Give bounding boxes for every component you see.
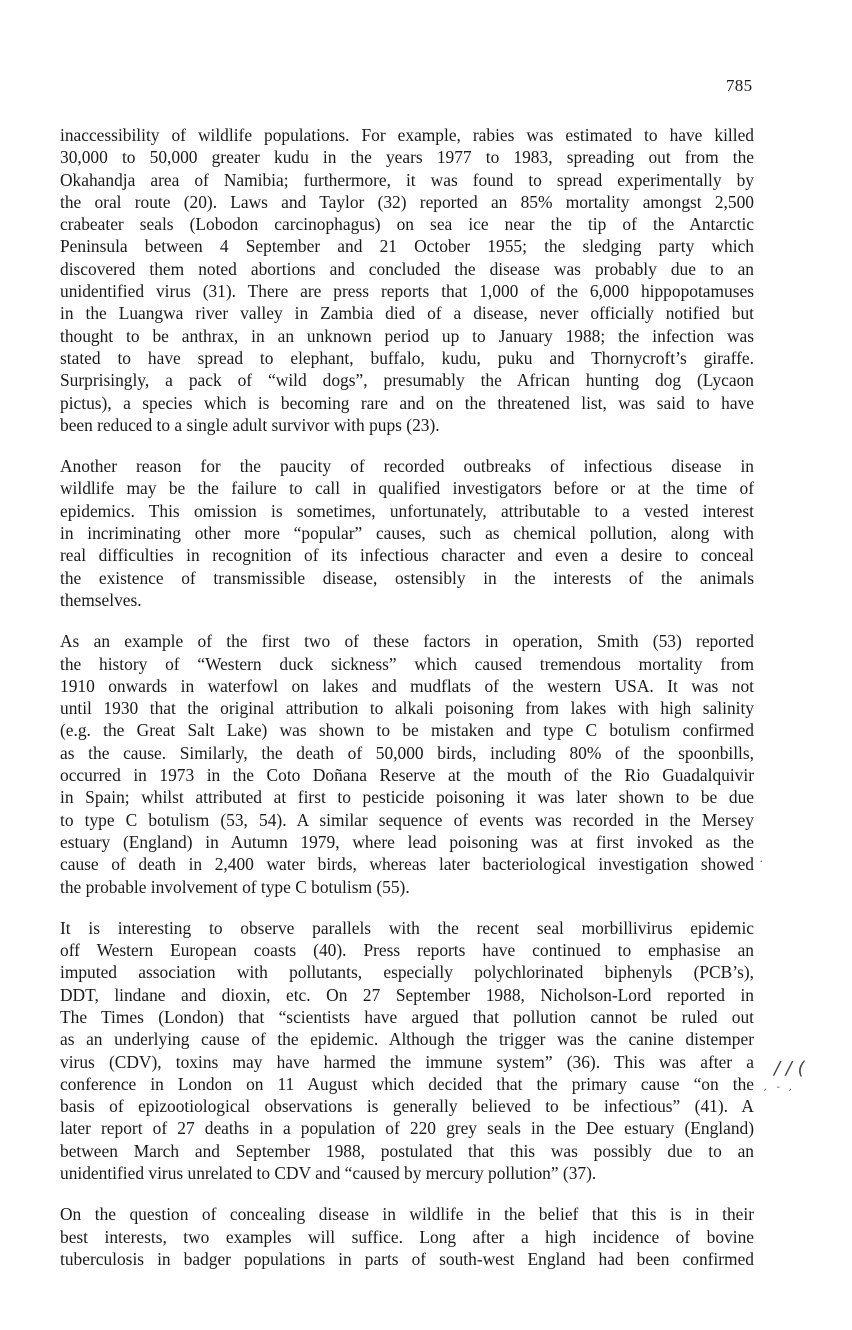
- text-line: the probable involvement of type C botulism (55).: [60, 876, 410, 897]
- text-line: (e.g. the Great Salt Lake) was shown to be mistaken and type C botulism confirmed: [60, 720, 754, 741]
- handwritten-margin-mark: .: [760, 854, 764, 865]
- text-line: in the Luangwa river valley in Zambia died of a disease, never officially notified but: [60, 303, 754, 324]
- text-line: pictus), a species which is becoming rare and on the threatened list, was said to have: [60, 392, 754, 413]
- text-line: Surprisingly, a pack of “wild dogs”, presumably the African hunting dog (Lycaon: [60, 370, 754, 391]
- paragraph-3: [60, 630, 754, 898]
- text-line: 1910 onwards in waterfowl on lakes and mudflats of the western USA. It was not: [60, 675, 754, 696]
- paragraph-1: [60, 124, 754, 436]
- text-line: the existence of transmissible disease, ostensibly in the interests of the animals: [60, 567, 754, 588]
- text-line: wildlife may be the failure to call in qualified investigators before or at the time of: [60, 478, 754, 499]
- text-line: estuary (England) in Autumn 1979, where lead poisoning was at first invoked as the: [60, 831, 754, 852]
- text-line: Another reason for the paucity of recorded outbreaks of infectious disease in: [60, 456, 754, 477]
- handwritten-margin-mark: , - ,: [764, 1082, 796, 1093]
- text-line: later report of 27 deaths in a population of 220 grey seals in the Dee estuary (England): [60, 1118, 754, 1139]
- text-line: inaccessibility of wildlife populations. For example, rabies was estimated to have killed: [60, 125, 754, 145]
- text-line: occurred in 1973 in the Coto Doñana Reserve at the mouth of the Rio Guadalquivir: [60, 765, 754, 786]
- text-line: tuberculosis in badger populations in parts of south-west England had been confirmed: [60, 1248, 754, 1269]
- paragraph-2: [60, 455, 754, 611]
- text-line: between March and September 1988, postulated that this was possibly due to an: [60, 1140, 754, 1161]
- text-line: imputed association with pollutants, especially polychlorinated biphenyls (PCB’s),: [60, 962, 754, 983]
- text-line: unidentified virus unrelated to CDV and “caused by mercury pollution” (37).: [60, 1163, 597, 1184]
- text-line: epidemics. This omission is sometimes, unfortunately, attributable to a vested interest: [60, 500, 754, 521]
- handwritten-margin-mark: / / (: [774, 1058, 805, 1079]
- text-line: Okahandja area of Namibia; furthermore, it was found to spread experimentally by: [60, 169, 754, 190]
- text-line: real difficulties in recognition of its infectious character and even a desire to conceal: [60, 545, 754, 566]
- text-line: until 1930 that the original attribution to alkali poisoning from lakes with high salinity: [60, 698, 754, 719]
- text-line: crabeater seals (Lobodon carcinophagus) on sea ice near the tip of the Antarctic: [60, 214, 754, 235]
- text-line: been reduced to a single adult survivor with pups (23).: [60, 414, 440, 435]
- text-line: off Western European coasts (40). Press reports have continued to emphasise an: [60, 940, 754, 961]
- text-line: thought to be anthrax, in an unknown period up to January 1988; the infection was: [60, 325, 754, 346]
- text-line: Peninsula between 4 September and 21 October 1955; the sledging party which: [60, 236, 754, 257]
- page-number: 785: [726, 76, 753, 95]
- text-line: in Spain; whilst attributed at first to pesticide poisoning it was later shown to be due: [60, 787, 754, 808]
- paragraph-5: [60, 1203, 754, 1270]
- text-line: DDT, lindane and dioxin, etc. On 27 September 1988, Nicholson-Lord reported in: [60, 984, 754, 1005]
- text-line: cause of death in 2,400 water birds, whereas later bacteriological investigation showed: [60, 854, 754, 875]
- text-line: The Times (London) that “scientists have argued that pollution cannot be ruled out: [60, 1006, 754, 1027]
- text-line: to type C botulism (53, 54). A similar sequence of events was recorded in the Mersey: [60, 809, 754, 830]
- paragraph-4: [60, 917, 754, 1185]
- text-line: It is interesting to observe parallels with the recent seal morbillivirus epidemic: [60, 917, 754, 938]
- text-line: basis of epizootiological observations is generally believed to be infectious” (41). A: [60, 1096, 754, 1117]
- text-line: On the question of concealing disease in wildlife in the belief that this is in their: [60, 1204, 754, 1225]
- text-line: the history of “Western duck sickness” which caused tremendous mortality from: [60, 653, 754, 674]
- text-line: virus (CDV), toxins may have harmed the immune system” (36). This was after a: [60, 1051, 754, 1072]
- text-line: discovered them noted abortions and concluded the disease was probably due to an: [60, 258, 754, 279]
- text-line: stated to have spread to elephant, buffalo, kudu, puku and Thornycroft’s giraffe.: [60, 347, 754, 368]
- text-line: in incriminating other more “popular” causes, such as chemical pollution, along with: [60, 523, 754, 544]
- text-line: as an underlying cause of the epidemic. Although the trigger was the canine distemper: [60, 1029, 754, 1050]
- text-line: conference in London on 11 August which decided that the primary cause “on the: [60, 1073, 754, 1094]
- body-text: [60, 124, 754, 1289]
- text-line: as the cause. Similarly, the death of 50,000 birds, including 80% of the spoonbills,: [60, 742, 754, 763]
- text-line: the oral route (20). Laws and Taylor (32) reported an 85% mortality amongst 2,500: [60, 191, 754, 212]
- text-line: themselves.: [60, 589, 142, 610]
- text-line: best interests, two examples will suffice. Long after a high incidence of bovine: [60, 1226, 754, 1247]
- text-line: unidentified virus (31). There are press reports that 1,000 of the 6,000 hippopotamuses: [60, 281, 754, 302]
- text-line: 30,000 to 50,000 greater kudu in the years 1977 to 1983, spreading out from the: [60, 147, 754, 168]
- text-line: As an example of the first two of these factors in operation, Smith (53) reported: [60, 631, 754, 652]
